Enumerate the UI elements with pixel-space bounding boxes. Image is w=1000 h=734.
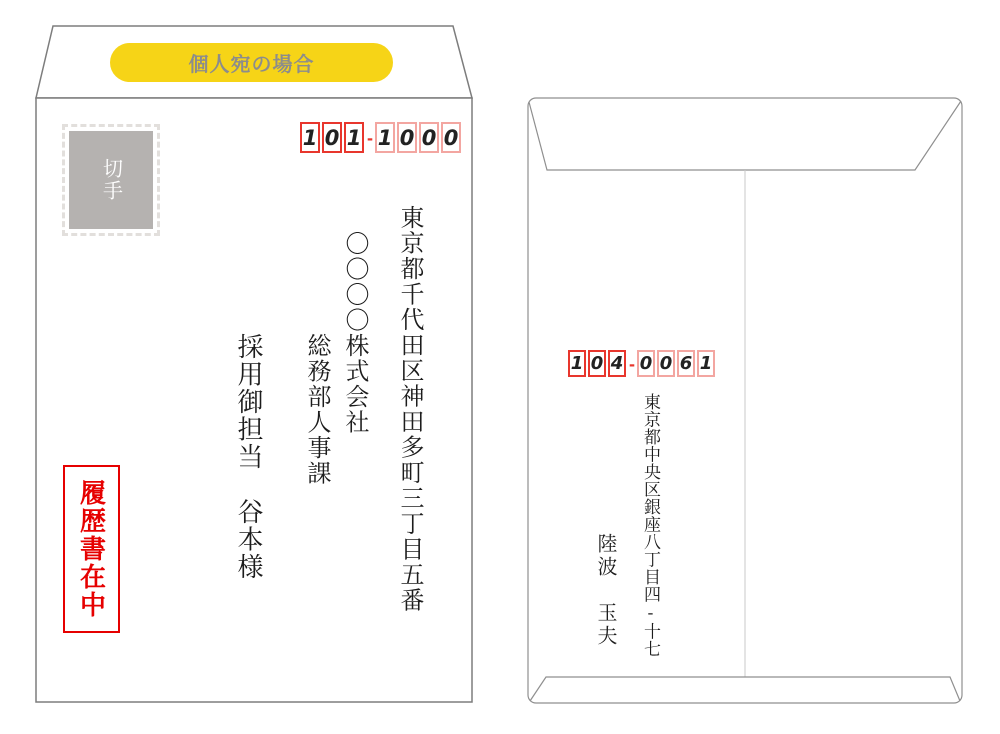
postal-digit-box: 4 <box>608 350 626 377</box>
envelope-back-outline <box>525 95 965 710</box>
postal-digit-box: 0 <box>657 350 675 377</box>
resume-enclosed-label <box>63 465 120 633</box>
postal-digit-box: 0 <box>322 122 342 153</box>
stamp-label: 切手 <box>99 158 122 202</box>
resume-enclosed-text: 履歴書在中 <box>76 479 107 619</box>
recipient-company: 〇〇〇〇株式会社 <box>341 231 367 435</box>
stamp-inner <box>69 131 153 229</box>
envelope-front <box>30 20 480 710</box>
case-badge <box>110 43 393 82</box>
postal-hyphen: - <box>629 353 635 374</box>
postal-digit-box: 1 <box>375 122 395 153</box>
postal-digit-box: 1 <box>568 350 586 377</box>
stamp-placeholder <box>62 124 160 236</box>
recipient-address: 東京都千代田区神田多町三丁目五番 <box>396 205 422 613</box>
case-badge-label: 個人宛の場合 <box>188 54 315 76</box>
postal-digit-box: 0 <box>441 122 461 153</box>
sender-name: 陸波 玉夫 <box>594 533 616 648</box>
postal-digit-box: 1 <box>697 350 715 377</box>
postal-code-front <box>300 122 463 153</box>
postal-digit-box: 6 <box>677 350 695 377</box>
postal-digit-box: 1 <box>300 122 320 153</box>
postal-code-back <box>568 350 717 377</box>
postal-digit-box: 0 <box>588 350 606 377</box>
postal-digit-box: 0 <box>419 122 439 153</box>
postal-digit-box: 1 <box>344 122 364 153</box>
recipient-department: 総務部人事課 <box>303 333 329 486</box>
postal-hyphen: - <box>367 127 373 148</box>
envelope-back <box>525 95 965 710</box>
postal-digit-box: 0 <box>397 122 417 153</box>
sender-address: 東京都中央区銀座八丁目四-十七 <box>641 393 660 658</box>
postal-digit-box: 0 <box>637 350 655 377</box>
recipient-name: 採用御担当 谷本様 <box>234 333 263 581</box>
